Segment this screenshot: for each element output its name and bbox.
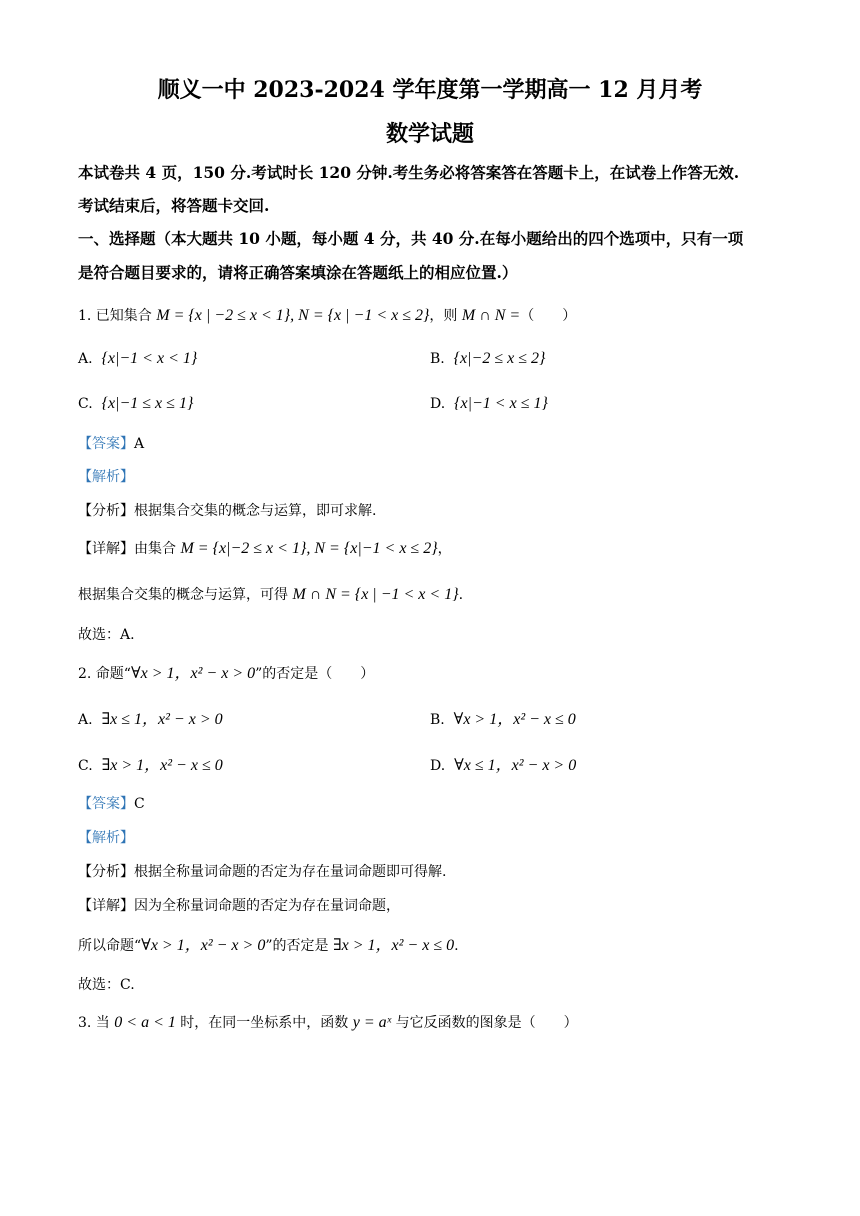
q2-xiangjie — [78, 896, 400, 916]
q1-stem-prefix: 1. 已知集合 — [78, 308, 157, 324]
q1-answer — [78, 434, 144, 454]
q2-conclusion-suffix: . — [454, 938, 459, 954]
q2-conclusion-math-2: ∃x > 1，x² − x ≤ 0 — [332, 937, 455, 954]
q2-answer — [78, 794, 145, 814]
q1-conclusion-math: M ∩ N = {x | −1 < x < 1} — [292, 586, 459, 603]
intro-line-1: 本试卷共 4 页，150 分.考试时长 120 分钟.考生务必将答案答在答题卡上，在试卷上作答无效. — [78, 163, 740, 182]
q1-answer-value: A — [134, 436, 145, 452]
q1-option-b — [430, 348, 545, 370]
q1-xiangjie-prefix: 由集合 — [134, 541, 181, 557]
q1-option-c — [78, 393, 193, 415]
q2-option-a-label: A. — [78, 712, 93, 728]
q1-choose: 故选：A. — [78, 627, 135, 643]
q2-analysis-tag — [78, 828, 134, 848]
q1-xiangjie-tag: 【详解】 — [78, 541, 134, 557]
q1-stem — [78, 306, 576, 326]
q2-analysis-tag-text: 【解析】 — [78, 830, 134, 846]
q2-fenxi-tag: 【分析】 — [78, 864, 134, 880]
q1-stem-math: M = {x | −2 ≤ x < 1}, N = {x | −1 < x ≤ 2} — [156, 307, 430, 324]
q2-fenxi-text: 根据全称量词命题的否定为存在量词命题即可得解. — [134, 864, 447, 880]
q1-option-a-label: A. — [78, 351, 93, 367]
q2-option-a — [78, 709, 223, 731]
q2-conclusion-mid: ”的否定是 — [265, 938, 333, 954]
q2-option-b — [430, 709, 576, 731]
q2-conclusion — [78, 936, 459, 956]
intro-line-2: 考试结束后，将答题卡交回. — [78, 196, 270, 215]
q3-stem — [78, 1013, 578, 1033]
q2-answer-tag: 【答案】 — [78, 796, 134, 812]
q3-stem-math-2: y = aˣ — [352, 1014, 392, 1031]
q1-option-a-text: {x|−1 < x < 1} — [101, 350, 198, 367]
q3-stem-math-1: 0 < a < 1 — [114, 1014, 176, 1031]
q2-stem-math: ∀x > 1，x² − x > 0 — [130, 665, 256, 682]
q1-xiangjie-suffix: ， — [437, 541, 452, 557]
q1-fenxi-text: 根据集合交集的概念与运算，即可求解. — [134, 503, 377, 519]
q2-option-d-text: ∀x ≤ 1，x² − x > 0 — [454, 757, 577, 774]
q1-option-b-label: B. — [430, 351, 445, 367]
q2-choose: 故选：C. — [78, 977, 135, 993]
q2-xiangjie-text: 因为全称量词命题的否定为存在量词命题， — [134, 898, 400, 914]
q1-option-c-label: C. — [78, 396, 93, 412]
q1-option-a — [78, 348, 197, 370]
q2-conclusion-math-1: ∀x > 1，x² − x > 0 — [141, 937, 266, 954]
q2-fenxi — [78, 862, 446, 882]
q2-stem — [78, 664, 374, 684]
q1-fenxi — [78, 501, 376, 521]
q1-option-b-text: {x|−2 ≤ x ≤ 2} — [453, 350, 546, 367]
q2-option-d-label: D. — [430, 758, 446, 774]
q1-stem-paren: （ ） — [520, 308, 577, 324]
q1-conclusion-suffix: . — [458, 587, 464, 603]
section-heading-line-1: 一、选择题（本大题共 10 小题，每小题 4 分，共 40 分.在每小题给出的四个选项中，只有一项 — [78, 229, 744, 248]
q1-option-d-text: {x|−1 < x ≤ 1} — [454, 395, 548, 412]
q1-stem-math-2: M ∩ N = — [461, 307, 521, 324]
exam-subtitle: 数学试题 — [385, 121, 474, 147]
q2-option-a-text: ∃x ≤ 1，x² − x > 0 — [101, 711, 223, 728]
q3-stem-mid: 时，在同一坐标系中，函数 — [175, 1015, 353, 1031]
q1-fenxi-tag: 【分析】 — [78, 503, 134, 519]
q1-xiangjie — [78, 539, 452, 559]
q2-answer-value: C — [134, 796, 145, 812]
q2-option-c-label: C. — [78, 758, 93, 774]
q2-option-b-label: B. — [430, 712, 445, 728]
q2-option-c — [78, 755, 223, 777]
q3-stem-prefix: 3. 当 — [78, 1015, 115, 1031]
q1-stem-suffix: ，则 — [429, 308, 462, 324]
q1-analysis-tag-text: 【解析】 — [78, 469, 134, 485]
q2-option-d — [430, 755, 576, 777]
q1-analysis-tag — [78, 467, 134, 487]
q2-conclusion-prefix: 所以命题“ — [78, 938, 142, 954]
q1-xiangjie-math: M = {x|−2 ≤ x < 1}, N = {x|−1 < x ≤ 2} — [180, 540, 438, 557]
q1-option-d-label: D. — [430, 396, 446, 412]
section-heading-line-2: 是符合题目要求的，请将正确答案填涂在答题纸上的相应位置.） — [78, 263, 518, 282]
q1-option-d — [430, 393, 548, 415]
q2-xiangjie-tag: 【详解】 — [78, 898, 134, 914]
q1-option-c-text: {x|−1 ≤ x ≤ 1} — [101, 395, 194, 412]
q1-answer-tag: 【答案】 — [78, 436, 134, 452]
q2-stem-prefix: 2. 命题“ — [78, 666, 131, 682]
exam-title: 顺义一中 2023-2024 学年度第一学期高一 12 月月考 — [157, 77, 703, 103]
q2-stem-suffix: ”的否定是（ ） — [255, 666, 375, 682]
q3-stem-suffix: 与它反函数的图象是（ ） — [391, 1015, 578, 1031]
q2-option-b-text: ∀x > 1，x² − x ≤ 0 — [453, 711, 576, 728]
q1-conclusion — [78, 585, 463, 605]
q1-conclusion-prefix: 根据集合交集的概念与运算，可得 — [78, 587, 293, 603]
q2-option-c-text: ∃x > 1，x² − x ≤ 0 — [101, 757, 223, 774]
